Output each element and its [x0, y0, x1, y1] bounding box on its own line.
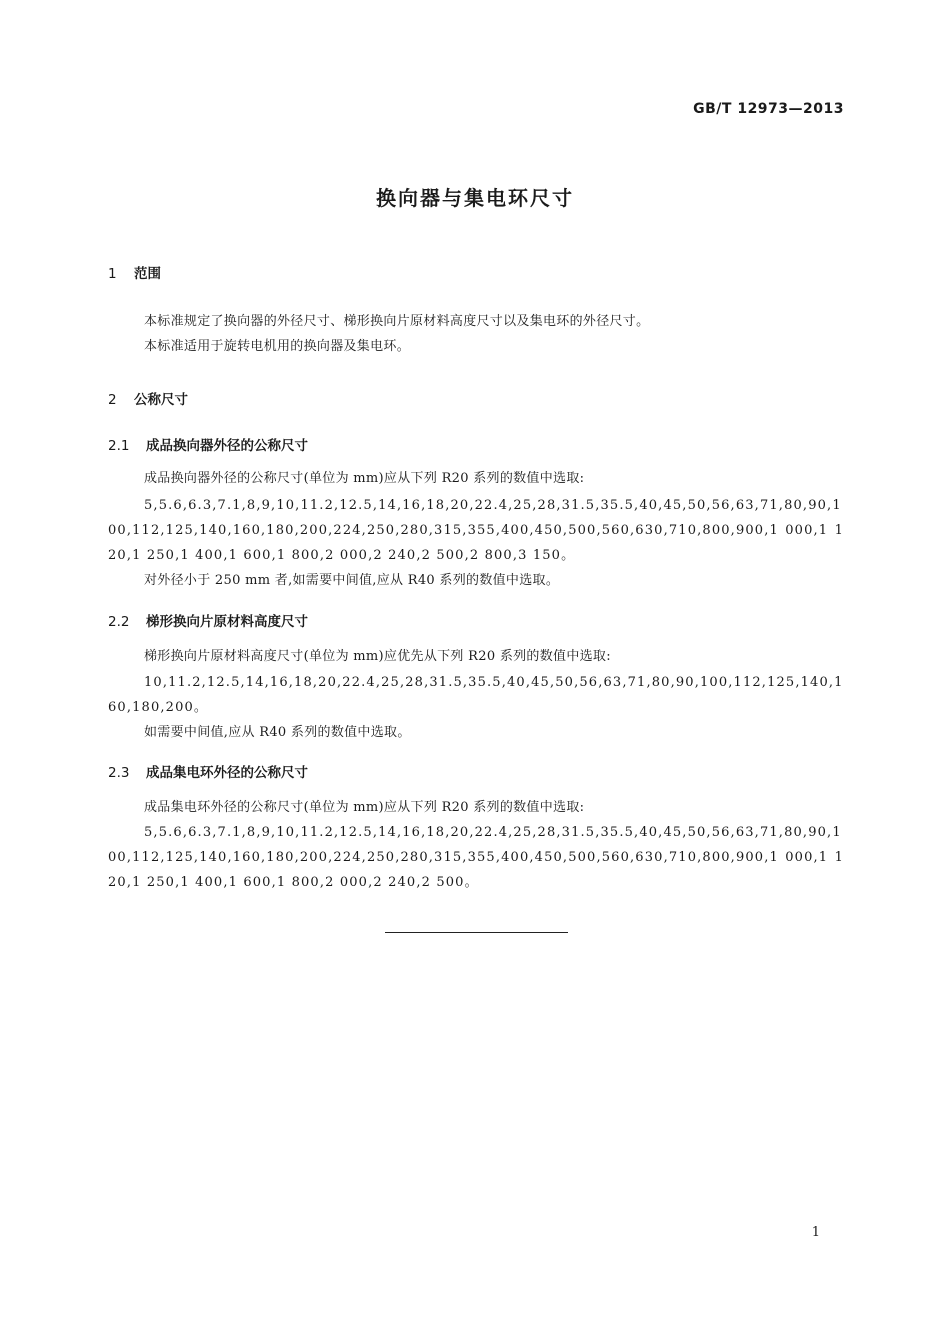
commutator-values: 5,5.6,6.3,7.1,8,9,10,11.2,12.5,14,16,18,20,22.4,25,28,31.5,35.5,40,45,50,56,63,71,80,90,100,112,125,140,160,180,200,224,250,280,315,355,400,450,500,560,630,710,800,900,1 000,1 120,1 250,1 400,1 600,1 800,2 000,2 240,2 500,2 800,3 150。	[108, 498, 844, 563]
section-1-heading	[108, 262, 161, 282]
segment-note: 如需要中间值,应从 R40 系列的数值中选取。	[144, 725, 411, 740]
section-title: 成品换向器外径的公称尺寸	[146, 438, 308, 454]
section-number: 2	[108, 392, 117, 408]
section-2-heading	[108, 388, 188, 408]
document-title: 换向器与集电环尺寸	[376, 186, 574, 210]
scope-paragraph-2: 本标准适用于旋转电机用的换向器及集电环。	[144, 339, 411, 354]
section-title: 公称尺寸	[134, 392, 188, 408]
section-number: 1	[108, 266, 117, 282]
section-title: 成品集电环外径的公称尺寸	[146, 765, 308, 781]
section-2-1-heading	[108, 434, 308, 454]
section-number: 2.3	[108, 765, 130, 781]
scope-paragraph-1: 本标准规定了换向器的外径尺寸、梯形换向片原材料高度尺寸以及集电环的外径尺寸。	[144, 314, 650, 329]
segment-values: 10,11.2,12.5,14,16,18,20,22.4,25,28,31.5,35.5,40,45,50,56,63,71,80,90,100,112,125,140,160,180,200。	[108, 675, 844, 715]
page-number: 1	[811, 1225, 820, 1240]
slipring-values: 5,5.6,6.3,7.1,8,9,10,11.2,12.5,14,16,18,20,22.4,25,28,31.5,35.5,40,45,50,56,63,71,80,90,100,112,125,140,160,180,200,224,250,280,315,355,400,450,500,560,630,710,800,900,1 000,1 120,1 250,1 400,1 600,1 800,2 000,2 240,2 500。	[108, 825, 844, 890]
standard-code: GB/T 12973—2013	[693, 101, 844, 117]
section-number: 2.1	[108, 438, 130, 454]
commutator-intro: 成品换向器外径的公称尺寸(单位为 mm)应从下列 R20 系列的数值中选取:	[144, 471, 585, 486]
section-title: 梯形换向片原材料高度尺寸	[146, 614, 308, 630]
commutator-note: 对外径小于 250 mm 者,如需要中间值,应从 R40 系列的数值中选取。	[144, 573, 560, 588]
section-2-2-heading	[108, 610, 308, 630]
end-rule	[385, 932, 568, 933]
section-title: 范围	[134, 266, 161, 282]
section-number: 2.2	[108, 614, 130, 630]
segment-intro: 梯形换向片原材料高度尺寸(单位为 mm)应优先从下列 R20 系列的数值中选取:	[144, 649, 611, 664]
slipring-intro: 成品集电环外径的公称尺寸(单位为 mm)应从下列 R20 系列的数值中选取:	[144, 800, 585, 815]
section-2-3-heading	[108, 761, 308, 781]
